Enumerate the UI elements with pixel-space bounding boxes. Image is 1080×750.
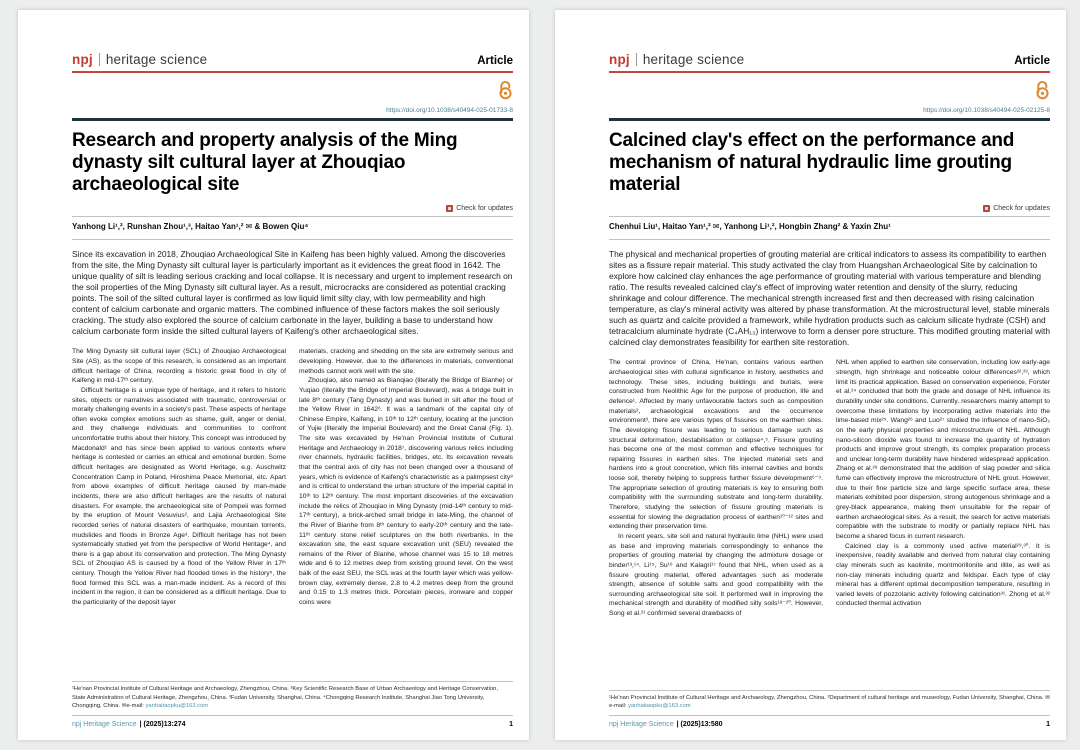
abstract: The physical and mechanical properties of grouting material are critical indicators to assess its compatibility to earthen sites as a fissure repair material. This study activated the clay from Huangshan Archaeological Site by calcination to explore how calcined clay enhances the age performance of grouting material with various temperature and blending ratio. The results revealed calcined clay's effect of improving water retention and density of the slurry, reducing shrinkage and colour difference. The mechanical strength increased first and then decreased with rising calcination temperature, as clay's mineral activity was altered by phase transformation. At the microstructural level, stable minerals such as quartz and calcite provided a framework, while hydration products such as calcium silicate hydrate (CSH) and tetracalcium aluminate hydrate (C₄AH₁₃) interwove to form a denser pore structure. This modified grouting material with calcined clay demonstrates feasibility for earthen site restoration. (609, 248, 1050, 348)
body-paragraph: The Ming Dynasty silt cultural layer (SCL) of Zhouqiao Archaeological Site (AS), as the scope of this research, is considered as an important difficult heritage of China, recording a historic great flood in city of Kaifeng in mid-17ᵗʰ century. (72, 348, 286, 385)
open-access-icon (498, 80, 513, 100)
journal-header (72, 52, 513, 73)
title-rule (609, 118, 1050, 121)
footer-rule (72, 715, 513, 716)
title-rule (72, 118, 513, 121)
footnote-rule (72, 681, 513, 682)
body-paragraph: Difficult heritage is a unique type of heritage, and it refers to historic sites, objects or narratives associated with traumatic, controversial or morally challenging events in a society's past. These aspects of heritage often evoke complex emotions such as shame, guilt, anger or denial, and they challenge individuals and communities to confront uncomfortable truths about their history. This concept was introduced by Macdonald¹ and has since been applied to various contexts where heritage is contested or carries an ethical and emotional burden. Some difficult heritages are designated as World Heritage, e.g. Auschwitz Concentration Camp in Poland, Hiroshima Peace Memorial, etc. Apart from above examples of difficult heritage caused by man-made incidents, there are also difficult heritages are the results of natural disasters. For example, the archaeological site of Pompeii was formed by the eruption of Mount Vesuvius², and Lajia Archaeological Site recorded series of natural disasters of earthquake, mountain torrents, mudslides and floods in Bronze Age³. Difficult heritage has not been systematically studied yet from the perspective of World Heritage⁴, and there is a gap about its conservation and protection. The Ming Dynasty SCL of Zhouqiao AS is caused by a flood of the Yellow River in 17ᵗʰ century. Though the Yellow River had flooded times in the history⁵, the flood formed this SCL was a man-made incident. As a record of this incident in the region, it can be considered as a difficult heritage. Due to the particularity of the deposit layer (72, 386, 286, 606)
article-body (72, 347, 513, 677)
check-updates-label: Check for updates (456, 204, 513, 212)
doi-link[interactable]: https://doi.org/10.1038/s40494-025-01733-8 (386, 107, 513, 114)
footer-journal-link[interactable]: npj Heritage Science (72, 721, 137, 728)
divider (609, 239, 1050, 240)
body-column-2 (836, 358, 1050, 685)
header-rule (609, 71, 1050, 73)
npj-logo: npj (609, 52, 630, 67)
authors-line: Yanhong Li¹,², Runshan Zhou¹,³, Haitao Yan¹,² ✉ & Bowen Qiu⁴ (72, 221, 309, 231)
page-number: 1 (1046, 721, 1050, 728)
article-page-left (18, 10, 529, 740)
article-body (609, 358, 1050, 685)
body-paragraph: materials, cracking and shedding on the site are extremely serious and developing. However, due to the differences in materials, conventional methods cannot work well with the site. (299, 348, 513, 375)
npj-logo: npj (72, 52, 93, 67)
logo-divider (99, 53, 100, 66)
footer-journal-link[interactable]: npj Heritage Science (609, 721, 674, 728)
journal-name: heritage science (105, 52, 208, 67)
email-link[interactable]: yanhaitaopku@163.com (145, 703, 209, 710)
check-updates-icon (446, 205, 453, 212)
divider (72, 239, 513, 240)
body-column-1 (609, 358, 823, 685)
page-footer (72, 721, 513, 728)
check-for-updates-badge[interactable] (72, 205, 513, 212)
authors-line: Chenhui Liu¹, Haitao Yan¹,² ✉, Yanhong Li¹,², Hongbin Zhang² & Yaxin Zhu¹ (609, 221, 891, 231)
affiliations-footnote (72, 685, 513, 711)
body-paragraph: NHL when applied to earthen site conservation, including low early-age strength, high shrinkage and noticeable colour differences²²,²³, which limit its practical application. Based on conservation experience, Forster et al.²⁴ concluded that both the grade and dosage of NHL influence its durability under site conditions. Currently, researchers mainly attempt to overcome these limitations by incorporating active materials into the lime-based mix²⁵. Wang²⁶ and Luo²⁷ studied the influence of nano-SiO₂ on the early physical properties and microstructure of NHL. Although nano-silicon dioxide was found to increase the quantity of hydration products and improve grout strength, its complex preparation process and unclear long-term durability have hindered widespread application. Zhang et al.²⁸ demonstrated that the addition of slag powder and silica fume can effectively improve the microstructure of NHL grout. However, due to their fine particle size and large specific surface area, these materials exhibited poor dispersion, strong autogenous shrinkage and a grey-black appearance, making them unsuitable for the repair of earthen archaeological sites. As a result, the search for active materials compatible with the substrate to modify or partially replace NHL has become a shared focus in current research. (836, 359, 1050, 540)
email-link[interactable]: yanhaitaopku@163.com (628, 703, 691, 710)
open-access-icon (1035, 80, 1050, 100)
article-page-right (555, 10, 1066, 740)
body-column-1 (72, 347, 286, 677)
abstract: Since its excavation in 2018, Zhouqiao Archaeological Site in Kaifeng has been highly valued. Among the discoveries from the site, the Ming Dynasty silt cultural layer is particularly important as it evidences the great flood in 1642. The unique quality of silt is leading serious cracking and local collapse. It is necessary and urgent to implement research on the soil properties of the Ming Dynasty silt cultural layer. As a result, microcracks are considered as potential cracking points. The soil of the silted cultural layer is confirmed as low liquid limit silty clay, with low permeability and high content of calcium carbonate and organic matters. The combined influence of these factors makes the soil seriously cracking. The study also explored the source of calcium carbonate in the layer, building a base to understand how calcium carbonate form inside the silted cultural layers of Kaifeng's other archaeological sites. (72, 248, 513, 337)
body-column-2 (299, 347, 513, 677)
page-footer (609, 721, 1050, 728)
page-title: Calcined clay's effect on the performance and mechanism of natural hydraulic lime grouting material (609, 129, 1015, 195)
journal-name: heritage science (642, 52, 745, 67)
page-number: 1 (509, 721, 513, 728)
footer-rule (609, 715, 1050, 716)
article-type-label: Article (1014, 55, 1050, 67)
footer-citation: | (2025)13:580 (676, 721, 723, 728)
body-paragraph: Zhouqiao, also named as Bianqiao (literally the Bridge of Bianhe) or Yuqiao (literally the Bridge of Imperial Boulevard), was a bridge built in late 8ᵗʰ century (Tang Dynasty) and was buried in silt after the flood of the Yellow River in 1642⁶. It was a landmark of the capital city of Chinese Empire, Kaifeng, in 10ᵗʰ to 12ᵗʰ century, locating at the junction of Yujie (literally the Imperial Boulevard) and the Great Canal (Fig. 1). The site was excavated by He'nan Provincial Institute of Cultural Heritage and Archaeology in 2018⁷, discovering various relics including river channels, hydraulic facilities, bridges, etc. Its excavation reveals that the central axis of city has not been changed over a thousand of years, which is evidence of Kaifeng's characteristic as a palimpsest city⁸ and is critical to understand the urban structure of the imperial capital in 10ᵗʰ to 12ᵗʰ century. The most important discoveries of the excavation include the relics of Zhouqiao in Ming Dynasty (mid-14ᵗʰ century to mid-17ᵗʰ century), a brick-arched small bridge in late-Ming, the channel of the River of Bianhe from 8ᵗʰ century to early-20ᵗʰ century and the late-11ᵗʰ century stone relief sculptures on the both riverbanks. In the excavation site, the east square excavation unit (SEU) revealed the remains of the River of Bianhe, whose channel was 15 to 18 metres wide and 6 to 12 metres deep from existing ground level. On the west balk of the east SEU, the SCL was at the fourth layer which was yellow-brown clay, extremely dense, 2.8 to 4.2 metres deep from the ground and 0.15 to 1.3 metres thick. Porcelain pieces, ironware and copper coins were (299, 377, 513, 606)
footnote-rule (609, 690, 1050, 691)
check-updates-icon (983, 205, 990, 212)
footer-citation: | (2025)13:274 (139, 721, 186, 728)
journal-header (609, 52, 1050, 73)
body-paragraph: Calcined clay is a commonly used active material²⁹,³⁰. It is inexpensive, readily available and derived from natural clay containing clay minerals such as kaolinite, montmorillonite and illite, as well as non-clay minerals including quartz and feldspar. Each type of clay mineral has a different optimal decomposition temperature, resulting in varied levels of pozzolanic activity following calcination³¹. Zhong et al.³² conducted thermal activation (836, 542, 1050, 608)
page-title: Research and property analysis of the Ming dynasty silt cultural layer at Zhouqiao archaeological site (72, 129, 458, 195)
logo-divider (636, 53, 637, 66)
check-for-updates-badge[interactable] (609, 205, 1050, 212)
check-updates-label: Check for updates (993, 204, 1050, 212)
footnote-text: ¹He'nan Provincial Institute of Cultural Heritage and Archaeology, Zhengzhou, China. ²Key Scientific Research Base of Urban Archaeology and Heritage Conservation, State Administration of Cultural Heritage, Zhengzhou, China. ³Fudan University, Shanghai, China. ⁴Chongqing Research Institute, Shanghai Jiao Tong University, Chongqing, China. ✉e-mail: (72, 685, 499, 710)
body-paragraph: The central province of China, He'nan, contains various earthen archaeological sites with cultural significance in history, aesthetics and technology. These sites, including buildings and burials, were constructed from Neolithic Age for the purpose of production, life and defence¹. Affected by many unfavourable factors such as composition materials², archaeological excavations and the occurrence environment³, there are various types of fissures on the earthen sites. The developing fissure was leading to serious damage such as structural deformation, destabilisation or collapse⁴,⁵. Fissure grouting has become one of the most common and effective techniques for repairing fissures in earthen sites. The injected material sets and hardens into a grout concretion, which fills internal cavities and bonds loose soil, thereby helping to suppress further fissure development⁶⁻⁹. The appropriate selection of grouting materials is key to ensuring both compatibility with the surrounding substrate and long-term durability. Therefore, studying the selection of fissure grouting materials is essential for slowing the degradation process of earthen¹⁰⁻¹² sites and extending their preservation time. (609, 359, 823, 531)
footnote-text: ¹He'nan Provincial Institute of Cultural Heritage and Archaeology, Zhengzhou, China. ²Department of cultural heritage and museology, Fudan University, Shanghai, China. ✉e-mail: (609, 694, 1050, 710)
article-type-label: Article (477, 55, 513, 67)
body-paragraph: In recent years, site soil and natural hydraulic lime (NHL) were used as base and improving materials correspondingly to enhance the properties of grouting material by changing the admixture dosage or binder¹³,¹⁴. Li¹⁵, Su¹⁶ and Kalagri¹⁷ found that NHL, when used as a fissure grouting material, offered advantages such as moderate strength, absence of soluble salts and good compatibility with the surrounding archaeological site soil. It performed well in improving the mechanical strength and durability of modified silty soils¹⁸⁻²⁰. However, Song et al.²¹ confirmed several drawbacks of (609, 532, 823, 618)
affiliations-footnote (609, 694, 1050, 711)
header-rule (72, 71, 513, 73)
doi-link[interactable]: https://doi.org/10.1038/s40494-025-02125-8 (923, 107, 1050, 114)
